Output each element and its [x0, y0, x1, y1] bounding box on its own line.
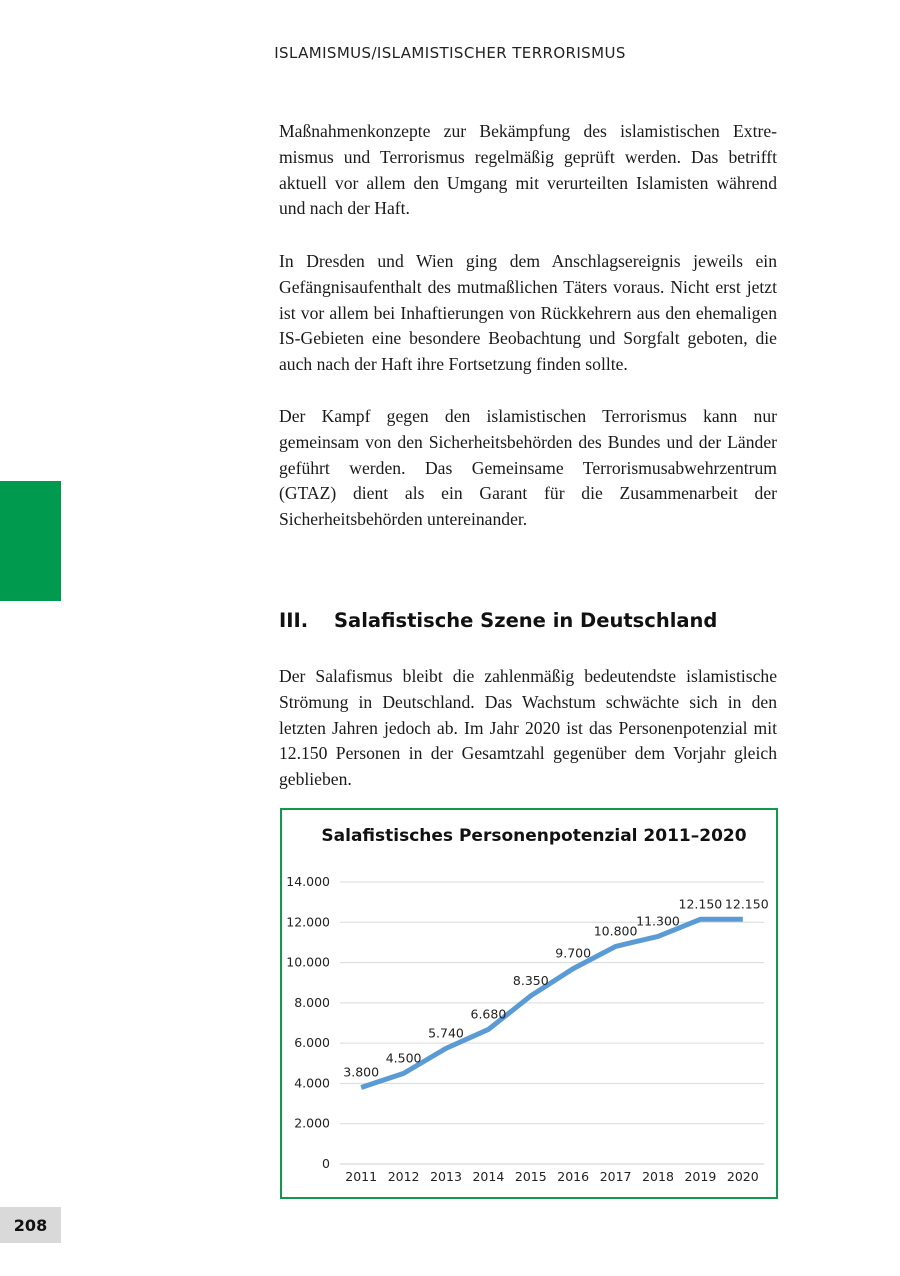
chart-x-axis-labels — [345, 1169, 758, 1184]
x-tick-label: 2018 — [642, 1169, 674, 1184]
x-tick-label: 2017 — [599, 1169, 632, 1184]
data-label: 12.150 — [678, 896, 723, 912]
data-label: 8.350 — [512, 972, 549, 988]
chart-y-axis-labels — [286, 874, 330, 1171]
y-tick-label: 14.000 — [286, 874, 330, 889]
data-label: 9.700 — [555, 945, 592, 961]
paragraph-4: Der Salafismus bleibt die zahlenmäßig bedeutendste islamistische Strömung in Deutschland. Das Wachstum schwächte sich in den letzten Jahren jedoch ab. Im Jahr 2020 ist das Personenpotenzial mit 12.150 Personen in der Gesamtzahl gegenüber dem Vorjahr gleich geblieben. — [279, 666, 777, 790]
section-title: Salafistische Szene in Deutschland — [334, 609, 718, 632]
page-number: 208 — [0, 1207, 61, 1243]
x-tick-label: 2014 — [472, 1169, 505, 1184]
y-tick-label: 10.000 — [286, 954, 330, 970]
data-label: 12.150 — [724, 896, 769, 912]
y-tick-label: 4.000 — [294, 1075, 330, 1091]
paragraph-1: Maßnahmenkonzepte zur Bekämpfung des islamistischen Extremismus und Terrorismus regelmäßig geprüft werden. Das betrifft aktuell vor allem den Umgang mit verurteilten Islamisten während und nach der Haft. — [279, 121, 777, 219]
data-label: 6.680 — [470, 1006, 507, 1022]
paragraph-3: Der Kampf gegen den islamistischen Terrorismus kann nur gemeinsam von den Sicherheitsbehörden des Bundes und der Länder geführt werden. Das Gemeinsame Terrorismusabwehrzentrum (GTAZ) dient als ein Garant für die Zusammenarbeit der Sicherheitsbehörden untereinander. — [279, 406, 777, 530]
x-tick-label: 2015 — [514, 1169, 547, 1184]
chart-gridlines — [340, 882, 764, 1164]
data-label: 11.300 — [636, 913, 680, 929]
section-heading — [279, 609, 777, 632]
salafist-chart — [280, 808, 778, 1199]
x-tick-label: 2016 — [557, 1169, 590, 1184]
running-header: ISLAMISMUS/ISLAMISTISCHER TERRORISMUS — [274, 44, 626, 62]
x-tick-label: 2013 — [430, 1169, 462, 1184]
x-tick-label: 2019 — [684, 1169, 717, 1184]
paragraph-2: In Dresden und Wien ging dem Anschlagsereignis jeweils ein Gefängnisaufenthalt des mutmaßlichen Täters voraus. Nicht erst jetzt ist vor allem bei Inhaftierungen von Rückkehrern aus den ehemaligen IS-Gebieten eine besondere Beobachtung und Sorgfalt geboten, die auch nach der Haft ihre Fortsetzung finden sollte. — [279, 251, 777, 375]
data-label: 4.500 — [385, 1050, 422, 1066]
x-tick-label: 2012 — [387, 1169, 420, 1184]
chart-data-labels — [343, 896, 768, 1079]
chart-title: Salafistisches Personenpotenzial 2011–2020 — [321, 826, 747, 846]
data-label: 10.800 — [593, 923, 638, 939]
x-tick-label: 2011 — [345, 1169, 378, 1184]
x-tick-label: 2020 — [726, 1169, 759, 1184]
y-tick-label: 2.000 — [294, 1115, 330, 1131]
y-tick-label: 8.000 — [294, 994, 330, 1010]
data-label: 3.800 — [343, 1064, 380, 1080]
section-number: III. — [279, 609, 309, 632]
y-tick-label: 0 — [322, 1156, 330, 1171]
chapter-color-tab — [0, 481, 61, 601]
chart-canvas — [282, 810, 776, 1197]
data-label: 5.740 — [428, 1025, 464, 1041]
y-tick-label: 12.000 — [286, 914, 330, 930]
y-tick-label: 6.000 — [294, 1035, 330, 1051]
